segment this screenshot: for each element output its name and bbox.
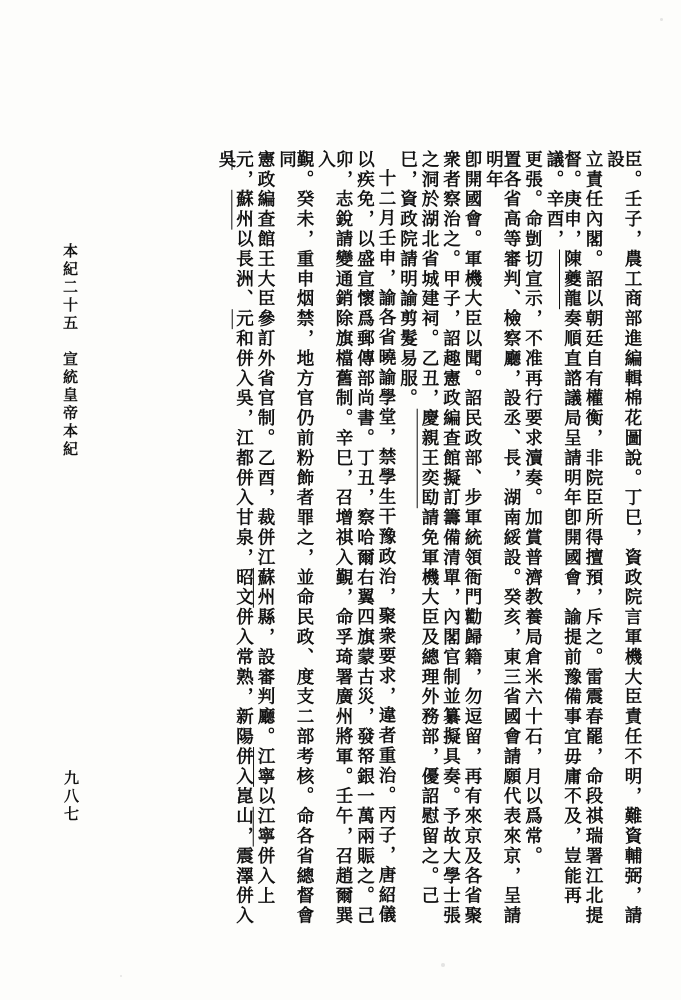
- text-column: 更張。命剴切宣示，不准再行要求瀆奏。加賞普濟教養局倉米六十石，月以爲常。: [522, 150, 543, 867]
- text-column: 衆者察治之。甲子，詔趣憲政編查館擬訂籌備清單，內閣官制並纂擬具奏。予故大學士張: [440, 150, 461, 927]
- proper-noun-mark: 陳夔龍: [561, 249, 582, 310]
- proper-noun-mark: 蘇州: [255, 567, 275, 608]
- text-column: 巳，資政院請明諭剪髮易服。: [397, 150, 418, 409]
- text-column: 十二月壬申，諭各省曉諭學堂，禁學生干豫政治，聚衆要求，違者重治。丙子，唐紹儀: [376, 169, 396, 926]
- text-column: 臣。壬子，農工商部進編輯棉花圖說。丁巳，資政院言軍機大臣責任不明，難資輔弼，請設: [604, 150, 642, 927]
- proper-noun-mark: 江寧: [255, 806, 275, 847]
- proper-noun-mark: 江寧: [255, 747, 275, 787]
- proper-noun-mark: 元: [233, 309, 254, 330]
- proper-noun-mark: 蘇州: [233, 189, 254, 230]
- scan-speck: [120, 975, 122, 977]
- text-column: 卽開國會。軍機大臣以聞。詔民政部、步軍統領衙門勸歸籍，勿逗留，再有來京及各省聚: [462, 150, 482, 927]
- text-column: 卯，志銳請變通銷除旗檔舊制。辛巳，召增祺入覲，命孚琦署廣州將軍。壬午，召趙爾巽入: [315, 150, 353, 927]
- proper-noun-mark: 慶親王奕劻: [419, 408, 439, 509]
- text-column: 憲政編查館王大臣參訂外省官制。乙酉，裁併江蘇州縣，設審判廳。江寧以江寧併入上: [255, 150, 275, 907]
- text-column: 以疾免，以盛宣懷爲郵傳部尚書。丁丑，察哈爾右翼四旗蒙古災，發帑銀一萬兩賑之。己: [354, 150, 375, 927]
- scan-speck: [441, 963, 445, 967]
- page-number: 九八七: [62, 770, 80, 824]
- running-head: 本紀二十五 宣統皇帝本紀: [61, 243, 79, 459]
- text-column: 置各省高等審判、檢察廳，設丞、長，湖南綏設。癸亥，東三省國會請願代表來京，呈請明年: [483, 150, 521, 927]
- vertical-text-block: [52, 150, 640, 940]
- scan-speck: [660, 18, 663, 21]
- text-column: 督。庚申，陳夔龍奏順直諮議局呈請明年卽開國會，諭提前豫備事宜毋庸不及，豈能再議。辛酉，: [544, 150, 582, 907]
- text-column: 覲。癸未，重申烟禁，地方官仍前粉飾者罪之，並命民政、度支二部考核。命各省總督會同: [276, 150, 314, 927]
- text-column: 之洞於湖北省城建祠。乙丑，慶親王奕劻請免軍機大臣及總理外務部，優詔慰留之。己: [419, 150, 439, 907]
- text-column: 立責任內閣。詔以朝廷自有權衡，非院臣所得擅預，斥之。雷震春罷，命段祺瑞署江北提: [583, 150, 603, 927]
- text-column: 元，蘇州以長洲、元和併入吳，江都併入甘泉，昭文併入常熟，新陽併入崑山，震澤併入吳: [216, 150, 254, 927]
- proper-noun-mark: 元: [233, 150, 254, 170]
